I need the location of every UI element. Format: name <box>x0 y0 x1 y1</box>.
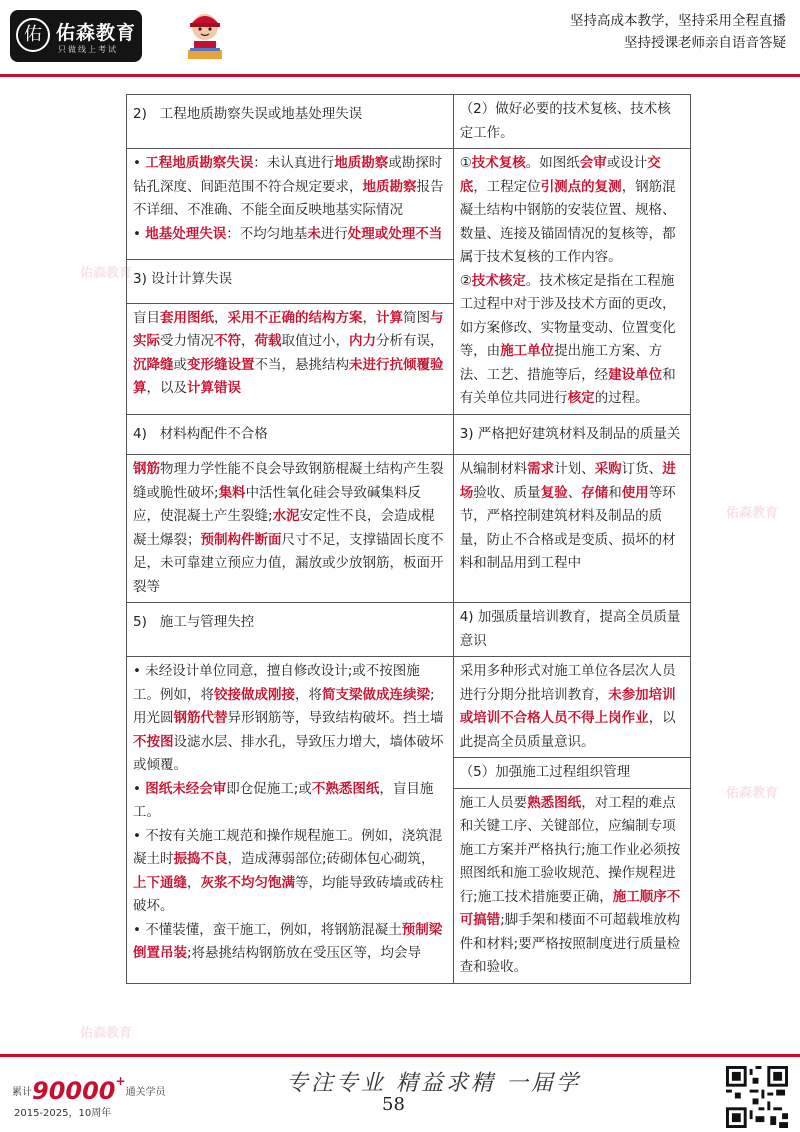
watermark: 佑森教育 <box>80 266 133 281</box>
slogan <box>570 10 786 54</box>
logo-mark-icon: 佑 <box>16 18 50 52</box>
brand-logo <box>10 10 142 62</box>
cause-detail-management: • 未经设计单位同意，擅自修改设计;或不按图施工。例如，将铰接做成刚接，将简支梁做成连续梁;用光圆钢筋代替异形钢筋等，导致结构破坏。挡土墙不按图设滤水层、排水孔，导致压力增大，墙体破坏或倾覆。 • 图纸未经会审即仓促施工;或不熟悉图纸，盲目施工。 • 不按有关施工规范和操作规程施工。例如，浇筑混凝土时振捣不良，造成薄弱部位;砖砌体包心砌筑，上下通缝，灰浆不均匀饱满等，均能导致砖墙或砖柱破坏。 • 不懂装懂，蛮干施工，例如，将钢筋混凝土预制梁倒置吊装;将悬挑结构钢筋放在受压区等，均会导 <box>127 657 454 984</box>
header-divider <box>0 74 800 77</box>
stat-suffix: 通关学员 <box>125 1087 166 1098</box>
measure-detail-process-management: 施工人员要熟悉图纸，对工程的难点和关键工序、关键部位，应编制专项施工方案并严格执行;施工作业必须按照图纸和施工验收规范、操作规程进行;施工技术措施要正确，施工顺序不可搞错;脚手架和楼面不可超载堆放构件和材料;要严格按照制度进行质量检查和验收。 <box>453 788 690 983</box>
stat-plus: + <box>115 1074 126 1088</box>
cause-detail-materials: 钢筋物理力学性能不良会导致钢筋棍凝土结构产生裂缝或脆性破坏;集料中活性氧化硅会导致碱集料反应，使混凝土产生裂缝;水泥安定性不良，会造成棍凝土爆裂；预制构件断面尺寸不足，支撑锚固长度不足，未可靠建立预应力值，漏放或少放钢筋，板面开裂等 <box>127 455 454 603</box>
cause-detail-design: 盲目套用图纸，采用不正确的结构方案，计算简图与实际受力情况不符，荷载取值过小，内力分析有误，沉降缝或变形缝设置不当，悬挑结构未进行抗倾覆验算，以及计算错误 <box>127 303 454 414</box>
stat-number: 90000 <box>32 1077 116 1105</box>
page-header <box>0 0 800 70</box>
watermark: 佑森教育 <box>726 786 779 801</box>
logo-subtitle: 只做线上考试 <box>58 45 118 54</box>
measure-heading-process-management: （5）加强施工过程组织管理 <box>453 758 690 789</box>
cause-heading-management: 5) 施工与管理失控 <box>127 603 454 657</box>
measure-detail-technical-review: ①技术复核。如图纸会审或设计交底，工程定位引测点的复测，钢筋混凝土结构中钢筋的安装位置、规格、数量、连接及锚固情况的复核等，都属于技术复核的工作内容。 ②技术核定。技术核定是指在工程施工过程中对于涉及技术方面的更改，如方案修改、实物量变动、位置变化等，由施工单位提出施工方案、方法、工艺、措施等后，经建设单位和有关单位共同进行核定的过程。 <box>453 149 690 415</box>
table-row <box>127 414 691 455</box>
watermark: 佑森教育 <box>726 506 779 521</box>
measure-detail-training: 采用多种形式对施工单位各层次人员进行分期分批培训教育，未参加培训或培训不合格人员不得上岗作业，以此提高全员质量意识。 <box>453 657 690 758</box>
cause-detail-geology: • 工程地质勘察失误：未认真进行地质勘察或勘探时钻孔深度、间距范围不符合规定要求，地质勘察报告不详细、不准确、不能全面反映地基实际情况 • 地基处理失误：不均匀地基未进行处理或处理不当 <box>127 149 454 260</box>
slogan-line-2: 坚持授课老师亲自语音答疑 <box>624 35 786 51</box>
table-row <box>127 149 691 260</box>
table-row <box>127 95 691 149</box>
stat-years: 2015-2025，10周年 <box>14 1108 112 1119</box>
cause-heading-geology: 2) 工程地质勘察失误或地基处理失误 <box>127 95 454 149</box>
cause-heading-design: 3) 设计计算失误 <box>127 259 454 303</box>
measure-detail-materials: 从编制材料需求计划、采购订货、进场验收、质量复验、存储和使用等环节，严格控制建筑材料及制品的质量，防止不合格或是变质、损坏的材料和制品用到工程中 <box>453 455 690 603</box>
watermark: 佑森教育 <box>80 1026 133 1041</box>
student-stat <box>12 1074 166 1105</box>
page-number: 58 <box>382 1094 405 1115</box>
table-row <box>127 603 691 657</box>
handwritten-motto: 专注专业 精益求精 一届学 <box>286 1071 581 1096</box>
measure-heading-training: 4) 加强质量培训教育，提高全员质量意识 <box>453 603 690 657</box>
mascot-icon <box>180 10 230 62</box>
content-table <box>126 94 691 984</box>
footer-divider <box>0 1054 800 1057</box>
logo-name: 佑森教育 <box>56 22 137 44</box>
stat-prefix: 累计 <box>12 1087 32 1098</box>
cause-heading-materials: 4) 材料构配件不合格 <box>127 414 454 455</box>
table-row <box>127 657 691 758</box>
qr-code-icon <box>726 1066 788 1128</box>
measure-heading-materials: 3) 严格把好建筑材料及制品的质量关 <box>453 414 690 455</box>
measure-heading-technical-review: （2）做好必要的技术复核、技术核定工作。 <box>453 95 690 149</box>
table-row <box>127 455 691 603</box>
slogan-line-1: 坚持高成本教学，坚持采用全程直播 <box>570 13 786 29</box>
